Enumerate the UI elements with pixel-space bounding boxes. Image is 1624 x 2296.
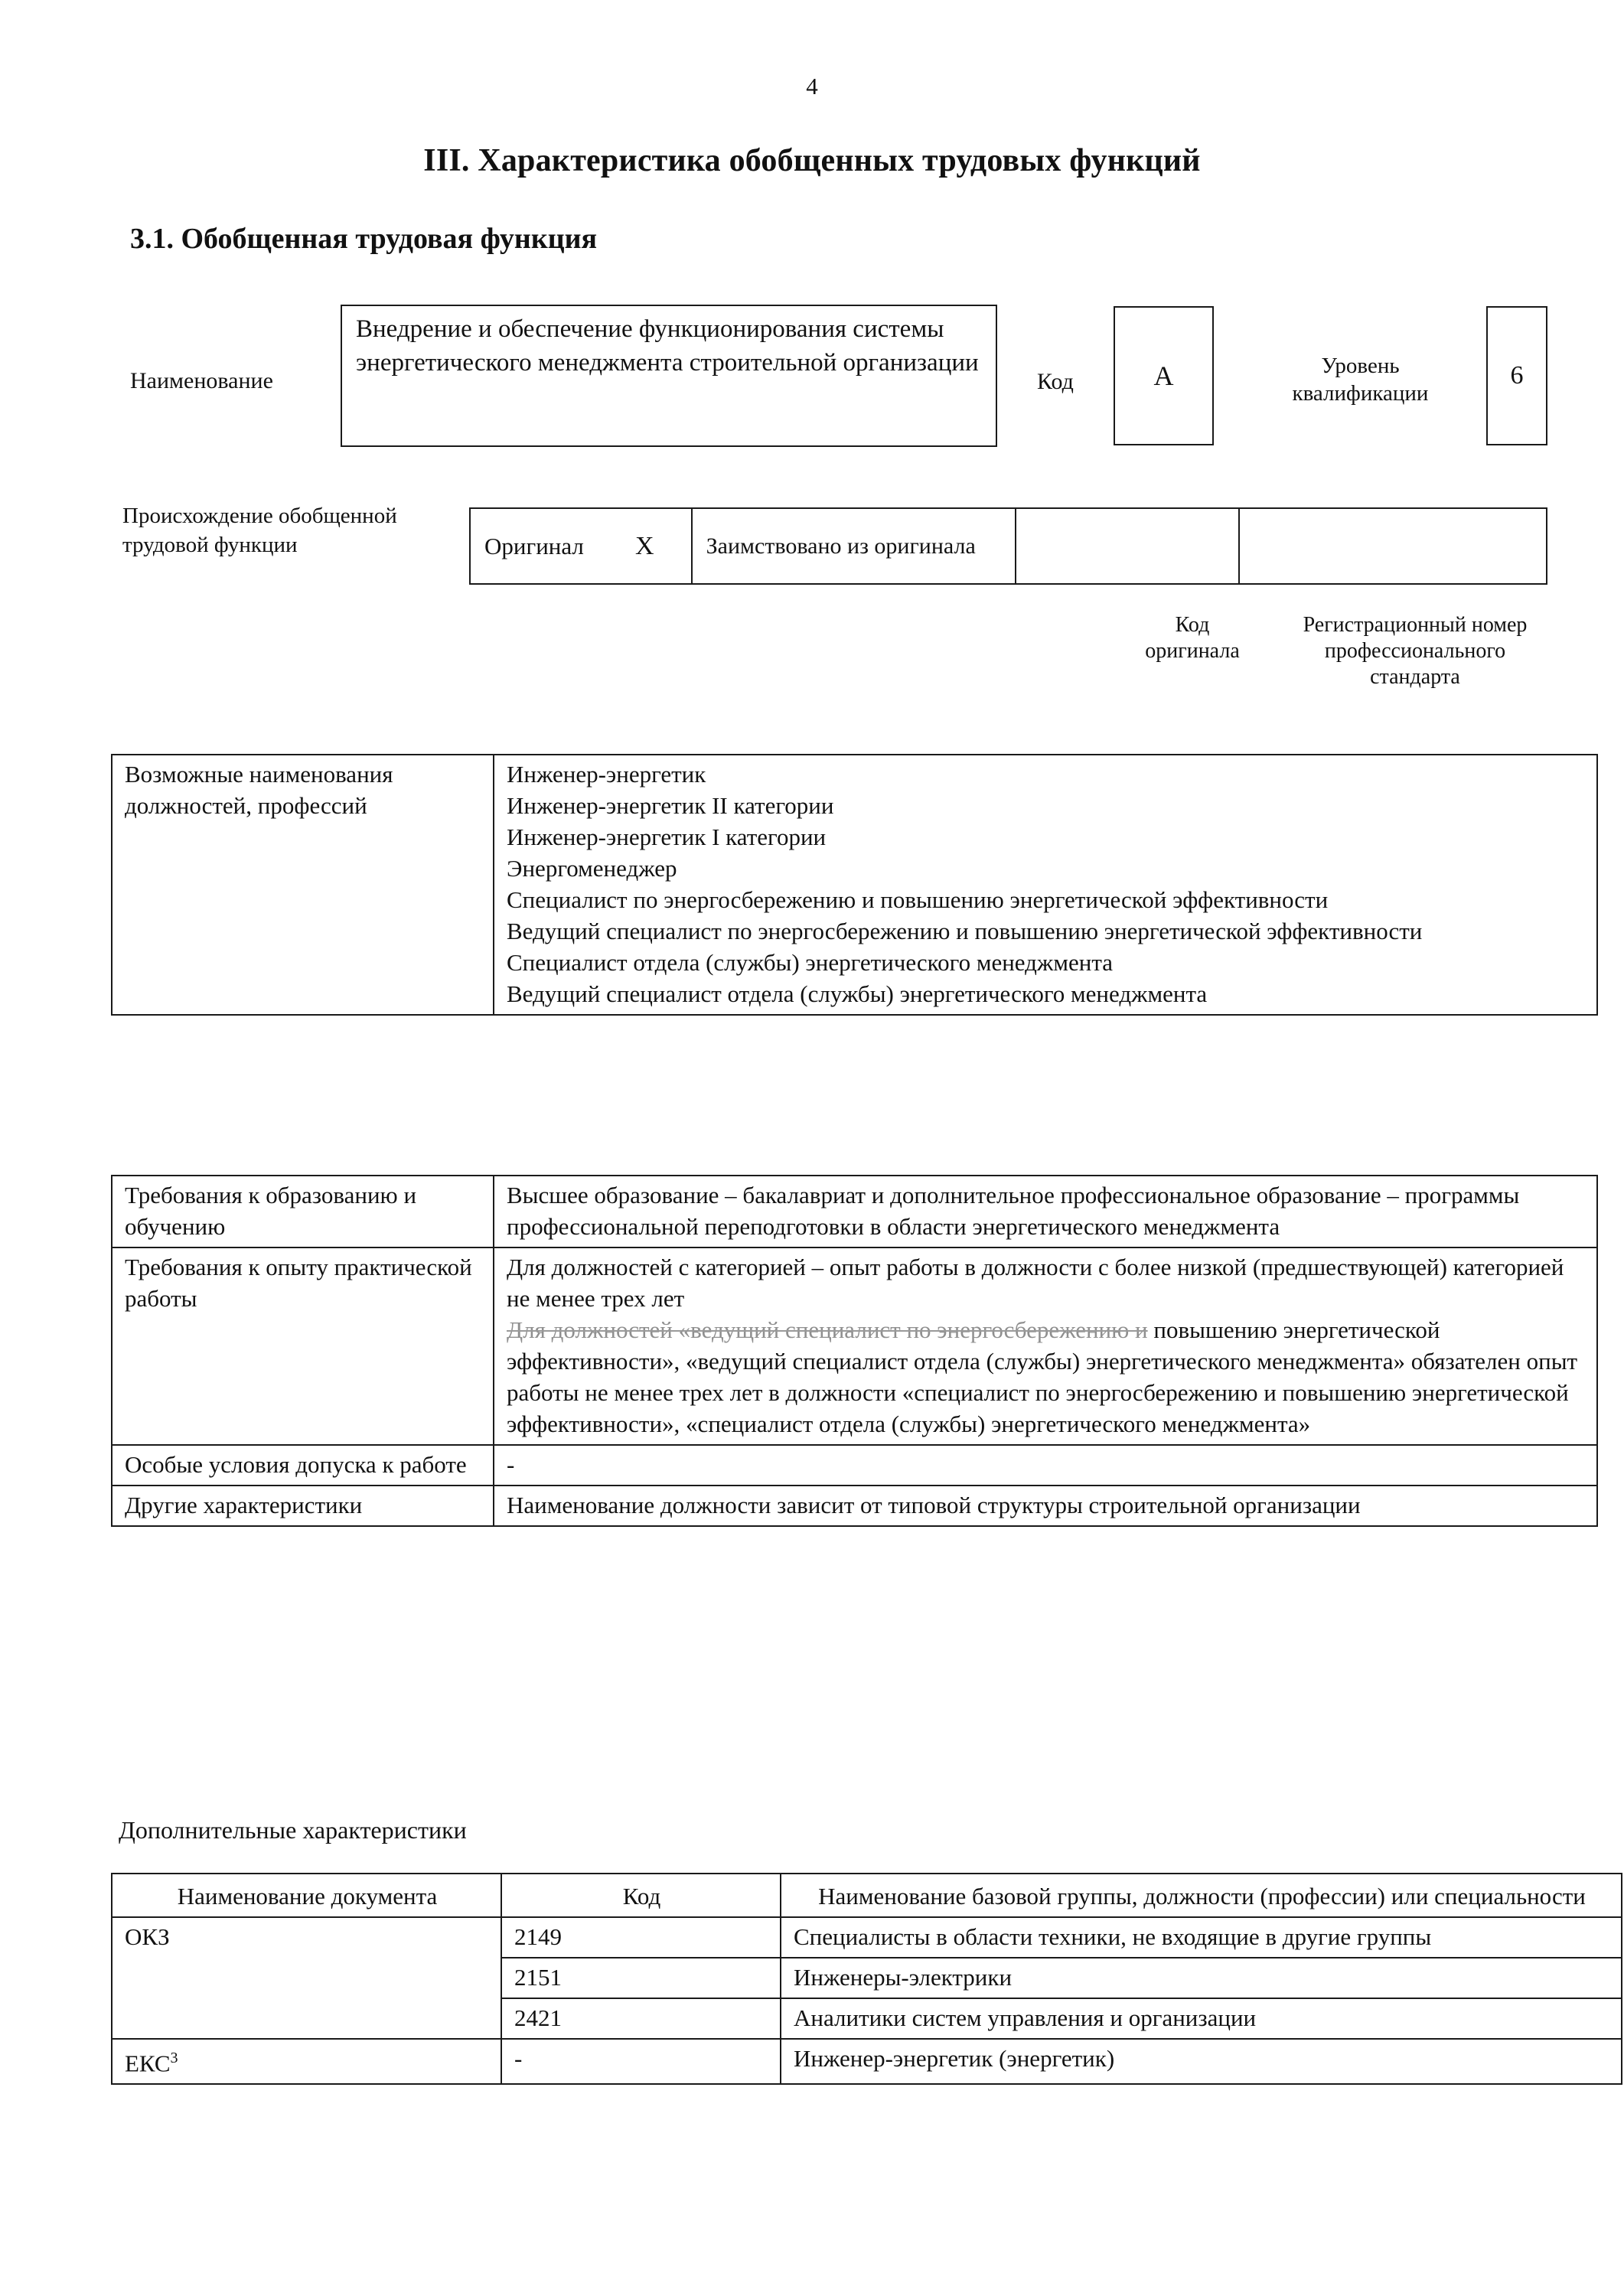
group-name: Специалисты в области техники, не входящие в другие группы	[781, 1917, 1622, 1958]
education-requirements-label: Требования к образованию и обучению	[112, 1176, 494, 1247]
name-value-box: Внедрение и обеспечение функционирования системы энергетического менеджмента строительной организации	[341, 305, 997, 447]
experience-paragraph-2	[507, 1314, 1586, 1440]
other-characteristics-label: Другие характеристики	[112, 1486, 494, 1526]
footnote-marker: 3	[170, 2050, 178, 2066]
group-name: Инженер-энергетик (энергетик)	[781, 2039, 1622, 2084]
qualification-level-label: Уровень квалификации	[1292, 354, 1429, 406]
group-name: Аналитики систем управления и организации	[781, 1998, 1622, 2039]
additional-characteristics-heading: Дополнительные характеристики	[119, 1816, 467, 1844]
list-item: Специалист отдела (службы) энергетического менеджмента	[507, 949, 1113, 976]
qualification-level-box: 6	[1486, 306, 1547, 445]
document-name-eks	[112, 2039, 501, 2084]
origin-borrowed-cell	[693, 509, 1016, 583]
origin-code-cell[interactable]	[1016, 509, 1240, 583]
column-header-document: Наименование документа	[112, 1874, 501, 1917]
table-row	[112, 1176, 1597, 1247]
table-header-row	[112, 1874, 1622, 1917]
name-label: Наименование	[130, 368, 273, 393]
column-header-group: Наименование базовой группы, должности (профессии) или специальности	[781, 1874, 1622, 1917]
list-item: Инженер-энергетик I категории	[507, 823, 827, 850]
experience-paragraph-2-rest: повышению энергетической эффективности», «ведущий специалист отдела (службы) энергетического менеджмента» обязателен опыт работы не менее трех лет в должности «специалист по энергосбережению и повышению энергетической эффективности», «специалист отдела (службы) энергетического менеджмента»	[507, 1316, 1578, 1437]
table-row	[112, 1445, 1597, 1486]
origin-table	[469, 507, 1547, 585]
table-row	[112, 1486, 1597, 1526]
possible-titles-label: Возможные наименования должностей, профессий	[112, 755, 494, 1015]
table-row	[112, 2039, 1622, 2084]
special-conditions-label: Особые условия допуска к работе	[112, 1445, 494, 1486]
origin-registration-cell[interactable]	[1240, 509, 1546, 583]
list-item: Инженер-энергетик	[507, 761, 706, 788]
list-item: Ведущий специалист по энергосбережению и повышению энергетической эффективности	[507, 918, 1423, 944]
list-item: Инженер-энергетик II категории	[507, 792, 834, 819]
code-value: 2421	[501, 1998, 781, 2039]
other-characteristics-value: Наименование должности зависит от типовой структуры строительной организации	[494, 1486, 1597, 1526]
document-name-okz: ОКЗ	[112, 1917, 501, 2039]
document-name-eks-text: ЕКС	[125, 2050, 171, 2077]
table-row	[112, 1917, 1622, 1958]
list-item: Ведущий специалист отдела (службы) энергетического менеджмента	[507, 980, 1208, 1007]
origin-original-cell	[471, 509, 693, 583]
code-original-caption: Код оригинала	[1145, 613, 1240, 663]
experience-paragraph-1: Для должностей с категорией – опыт работы в должности с более низкой (предшествующей) категорией не менее трех лет	[507, 1254, 1564, 1312]
code-value-box: A	[1114, 306, 1214, 445]
registration-number-caption: Регистрационный номер профессионального стандарта	[1303, 613, 1528, 689]
additional-characteristics-table	[111, 1873, 1622, 2085]
section-heading: 3.1. Обобщенная трудовая функция	[130, 223, 598, 255]
code-value: 2151	[501, 1958, 781, 1998]
table-row	[112, 1247, 1597, 1445]
page-title: III. Характеристика обобщенных трудовых функций	[423, 143, 1201, 178]
education-requirements-value: Высшее образование – бакалавриат и дополнительное профессиональное образование – программы профессиональной переподготовки в области энергетического менеджмента	[494, 1176, 1597, 1247]
column-header-code: Код	[501, 1874, 781, 1917]
page-number: 4	[806, 73, 818, 99]
origin-label: Происхождение обобщенной трудовой функции	[122, 504, 397, 557]
origin-original-label: Оригинал	[484, 532, 584, 559]
special-conditions-value: -	[494, 1445, 1597, 1486]
code-label: Код	[1037, 369, 1074, 394]
requirements-table	[111, 1175, 1598, 1527]
origin-borrowed-label: Заимствовано из оригинала	[706, 533, 976, 559]
code-value: 2149	[501, 1917, 781, 1958]
possible-titles-table	[111, 754, 1598, 1016]
experience-requirements-label: Требования к опыту практической работы	[112, 1247, 494, 1445]
experience-requirements-value	[494, 1247, 1597, 1445]
list-item: Энергоменеджер	[507, 855, 677, 882]
code-value: -	[501, 2039, 781, 2084]
group-name: Инженеры-электрики	[781, 1958, 1622, 1998]
experience-faded-line: Для должностей «ведущий специалист по энергосбережению и	[507, 1316, 1148, 1343]
origin-original-checkmark[interactable]: X	[635, 531, 654, 560]
table-row	[112, 755, 1597, 1015]
possible-titles-list	[494, 755, 1597, 1015]
list-item: Специалист по энергосбережению и повышению энергетической эффективности	[507, 886, 1329, 913]
